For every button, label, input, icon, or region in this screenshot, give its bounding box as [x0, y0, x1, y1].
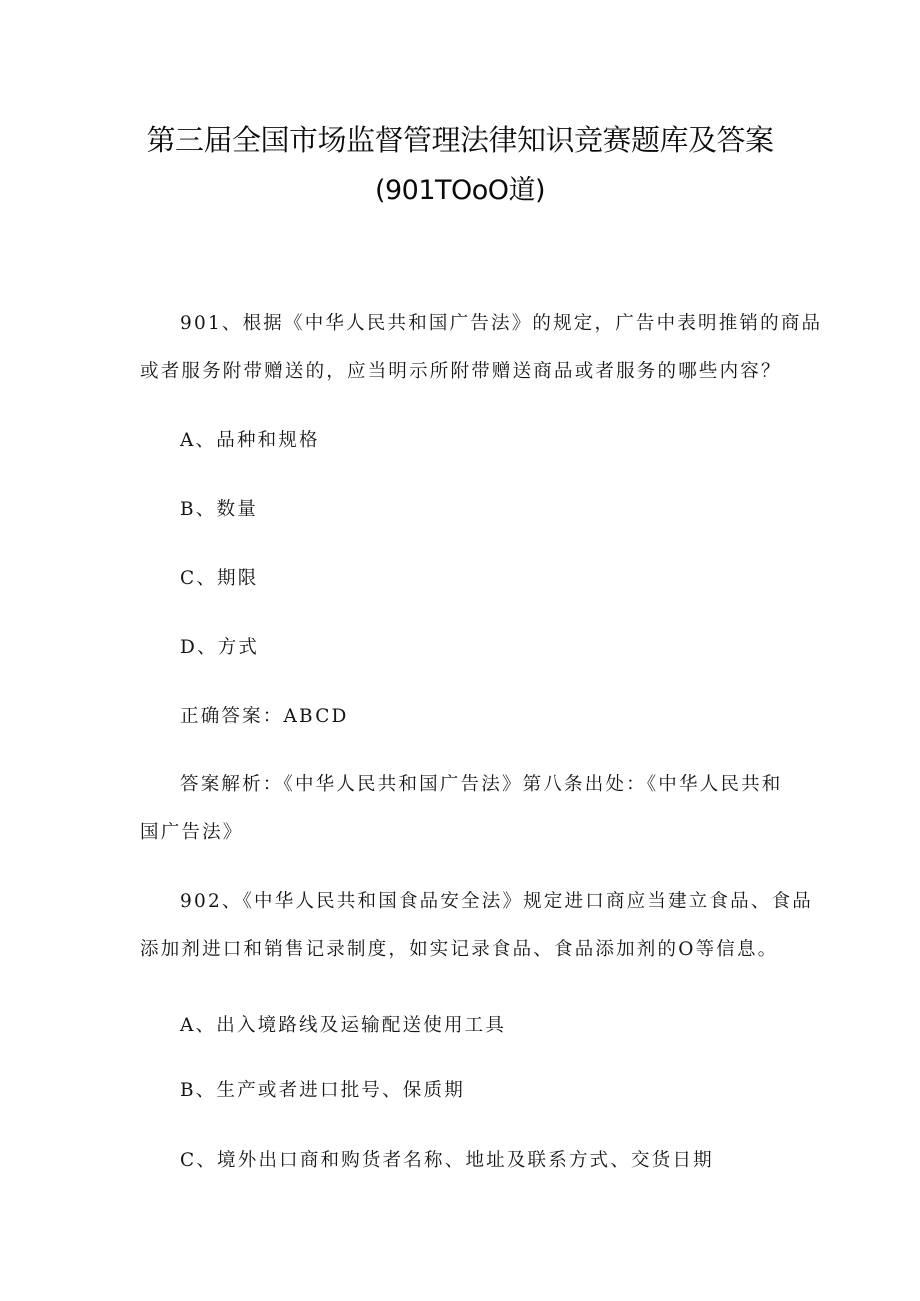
question-901-stem-line1: 901、根据《中华人民共和国广告法》的规定，广告中表明推销的商品: [180, 313, 823, 334]
question-901-stem-line2: 或者服务附带赠送的，应当明示所附带赠送商品或者服务的哪些内容？: [140, 361, 782, 382]
question-902-option-a: A、出入境路线及运输配送使用工具: [180, 1015, 507, 1036]
question-901-analysis-line1: 答案解析：《中华人民共和国广告法》第八条出处：《中华人民共和: [180, 774, 783, 795]
question-901-option-c: C、期限: [180, 568, 259, 589]
document-subtitle: (901TOoO道): [374, 175, 546, 206]
question-901-analysis-line2: 国广告法》: [140, 822, 244, 843]
question-901-option-a: A、品种和规格: [180, 430, 320, 451]
question-902-stem-line1: 902、《中华人民共和国食品安全法》规定进口商应当建立食品、食品: [180, 891, 813, 912]
question-901-option-d: D、方式: [180, 637, 260, 658]
document-title: 第三届全国市场监督管理法律知识竞赛题库及答案: [146, 123, 774, 157]
question-901-option-b: B、数量: [180, 499, 258, 520]
question-902-option-b: B、生产或者进口批号、保质期: [180, 1080, 465, 1101]
question-902-stem-line2: 添加剂进口和销售记录制度，如实记录食品、食品添加剂的O等信息。: [140, 939, 779, 960]
question-902-option-c: C、境外出口商和购货者名称、地址及联系方式、交货日期: [180, 1150, 714, 1171]
question-901-answer: 正确答案：ABCD: [180, 706, 349, 727]
